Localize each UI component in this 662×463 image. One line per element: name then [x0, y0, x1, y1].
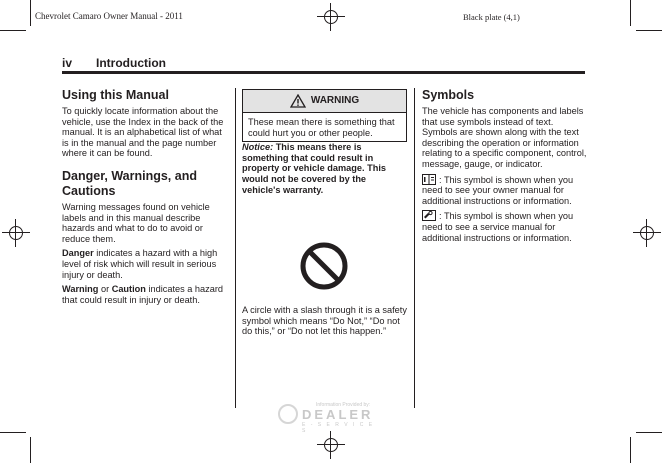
watermark-brand: DEALER [302, 407, 374, 422]
service-manual-icon [422, 210, 436, 221]
crop-mark [0, 432, 26, 433]
page-number: iv [62, 56, 73, 70]
print-header-title: Chevrolet Camaro Owner Manual - 2011 [35, 11, 183, 21]
column-divider [414, 88, 415, 408]
dealer-watermark [276, 402, 381, 434]
print-header-plate: Black plate (4,1) [463, 12, 520, 22]
danger-paragraph [62, 248, 230, 280]
notice-text: This means there is something that could result in property or vehicle damage. This would not be covered by the vehicle's warranty. [242, 142, 386, 195]
dealer-logo-icon [278, 404, 298, 424]
chapter-title: Introduction [96, 56, 166, 70]
warning-box [242, 89, 407, 142]
caution-text: indicates a hazard that could result in injury or death. [62, 284, 224, 305]
warning-box-body: These mean there is something that could hurt you or other people. [248, 117, 395, 138]
paragraph: The vehicle has components and labels that use symbols instead of text. Symbols are shown along with the text describing the operation or information relating to a specific component, control, message, gauge, or indicator. [422, 106, 587, 169]
owner-symbol-paragraph [422, 174, 587, 207]
owner-symbol-text: : This symbol is shown when you need to see your owner manual for additional instructions or information. [422, 174, 574, 206]
or-word: or [98, 284, 112, 295]
danger-term: Danger [62, 248, 94, 259]
watermark-sub: E - S E R V I C E S [302, 422, 375, 434]
crop-mark [630, 0, 631, 26]
warning-box-title: WARNING [310, 94, 360, 106]
no-symbol-icon [299, 241, 349, 291]
crop-mark [0, 30, 26, 31]
service-symbol-paragraph [422, 210, 587, 243]
paragraph: Warning messages found on vehicle labels and in this manual describe hazards and what to do to avoid or reduce them. [62, 201, 210, 244]
watermark-tagline: Information Provided by: [316, 402, 371, 408]
owner-manual-icon [422, 174, 436, 185]
registration-mark-icon [322, 8, 340, 26]
crop-mark [630, 437, 631, 463]
crop-mark [636, 432, 662, 433]
section-heading-danger-warnings: Danger, Warnings, and Cautions [62, 168, 197, 198]
registration-mark-icon [7, 224, 25, 242]
section-heading-symbols: Symbols [422, 88, 475, 102]
service-symbol-text: : This symbol is shown when you need to see a service manual for additional instructions or information. [422, 211, 574, 243]
registration-mark-icon [638, 224, 656, 242]
notice-paragraph [242, 142, 407, 195]
paragraph: To quickly locate information about the vehicle, use the Index in the back of the manual. It is an alphabetical list of what is in the manual and the page number where it can be found. [62, 106, 224, 159]
column-2 [242, 89, 407, 199]
column-3 [422, 88, 587, 247]
notice-label: Notice: [242, 142, 274, 153]
section-heading-using-manual: Using this Manual [62, 88, 169, 102]
crop-mark [636, 30, 662, 31]
column-divider [235, 88, 236, 408]
crop-mark [30, 437, 31, 463]
registration-mark-icon [322, 436, 340, 454]
warning-caution-paragraph [62, 284, 230, 305]
header-rule [62, 71, 585, 74]
warning-term: Warning [62, 284, 99, 295]
circle-slash-description: A circle with a slash through it is a safety symbol which means “Do Not,” “Do not do this,” or “Do not let this happen.” [242, 305, 407, 337]
column-1 [62, 88, 230, 309]
caution-term: Caution [111, 284, 146, 295]
crop-mark [30, 0, 31, 26]
danger-text: indicates a hazard with a high level of risk which will result in serious injury or death. [62, 248, 218, 280]
warning-triangle-icon [290, 94, 306, 108]
warning-box-header [243, 90, 406, 113]
